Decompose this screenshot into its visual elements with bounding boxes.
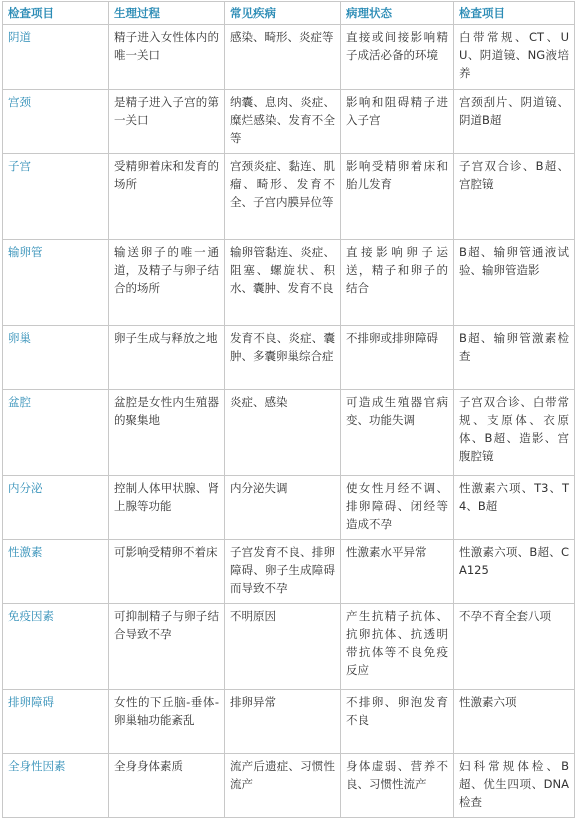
exam-cell: 子宫双合诊、白带常规、支原体、衣原体、B超、造影、宫腹腔镜 bbox=[454, 390, 575, 476]
pathology-cell: 直接影响卵子运送，精子和卵子的结合 bbox=[341, 240, 454, 326]
disease-cell: 炎症、感染 bbox=[225, 390, 341, 476]
physiology-cell: 可影响受精卵不着床 bbox=[109, 540, 225, 604]
disease-cell: 宫颈炎症、黏连、肌瘤、畸形、发育不全、子宫内膜异位等 bbox=[225, 154, 341, 240]
table-row bbox=[3, 154, 575, 240]
table-header-row bbox=[3, 2, 575, 25]
disease-cell: 输卵管黏连、炎症、阻塞、螺旋状、积水、囊肿、发育不良 bbox=[225, 240, 341, 326]
pathology-cell: 不排卵或排卵障碍 bbox=[341, 326, 454, 390]
physiology-cell: 女性的下丘脑-垂体-卵巢轴功能紊乱 bbox=[109, 690, 225, 754]
pathology-cell: 使女性月经不调、排卵障碍、闭经等造成不孕 bbox=[341, 476, 454, 540]
disease-cell: 感染、畸形、炎症等 bbox=[225, 25, 341, 90]
header-exams: 检查项目 bbox=[454, 2, 575, 25]
pathology-cell: 影响和阻碍精子进入子宫 bbox=[341, 90, 454, 154]
header-diseases: 常见疾病 bbox=[225, 2, 341, 25]
exam-cell: 子宫双合诊、B超、宫腔镜 bbox=[454, 154, 575, 240]
table-row bbox=[3, 604, 575, 690]
item-cell: 宫颈 bbox=[3, 90, 109, 154]
exam-cell: 宫颈刮片、阴道镜、阴道B超 bbox=[454, 90, 575, 154]
pathology-cell: 性激素水平异常 bbox=[341, 540, 454, 604]
disease-cell: 不明原因 bbox=[225, 604, 341, 690]
table-row bbox=[3, 90, 575, 154]
physiology-cell: 控制人体甲状腺、肾上腺等功能 bbox=[109, 476, 225, 540]
exam-cell: 妇科常规体检、B超、优生四项、DNA检查 bbox=[454, 754, 575, 818]
table-row bbox=[3, 690, 575, 754]
exam-cell: B超、输卵管激素检查 bbox=[454, 326, 575, 390]
table-row bbox=[3, 754, 575, 818]
physiology-cell: 受精卵着床和发育的场所 bbox=[109, 154, 225, 240]
disease-cell: 流产后遗症、习惯性流产 bbox=[225, 754, 341, 818]
exam-cell: 性激素六项、B超、CA125 bbox=[454, 540, 575, 604]
pathology-cell: 影响受精卵着床和胎儿发育 bbox=[341, 154, 454, 240]
physiology-cell: 可抑制精子与卵子结合导致不孕 bbox=[109, 604, 225, 690]
item-cell: 排卵障碍 bbox=[3, 690, 109, 754]
item-cell: 输卵管 bbox=[3, 240, 109, 326]
physiology-cell: 全身身体素质 bbox=[109, 754, 225, 818]
pathology-cell: 产生抗精子抗体、抗卵抗体、抗透明带抗体等不良免疫反应 bbox=[341, 604, 454, 690]
header-item: 检查项目 bbox=[3, 2, 109, 25]
pathology-cell: 直接或间接影响精子成活必备的环境 bbox=[341, 25, 454, 90]
exam-cell: B超、输卵管通液试验、输卵管造影 bbox=[454, 240, 575, 326]
pathology-cell: 不排卵、卵泡发育不良 bbox=[341, 690, 454, 754]
disease-cell: 子宫发育不良、排卵障碍、卵子生成障碍而导致不孕 bbox=[225, 540, 341, 604]
item-cell: 性激素 bbox=[3, 540, 109, 604]
disease-cell: 排卵异常 bbox=[225, 690, 341, 754]
physiology-cell: 输送卵子的唯一通道，及精子与卵子结合的场所 bbox=[109, 240, 225, 326]
header-physiology: 生理过程 bbox=[109, 2, 225, 25]
item-cell: 阴道 bbox=[3, 25, 109, 90]
table-row bbox=[3, 240, 575, 326]
pathology-cell: 可造成生殖器官病变、功能失调 bbox=[341, 390, 454, 476]
exam-cell: 白带常规、CT、UU、阴道镜、NG液培养 bbox=[454, 25, 575, 90]
item-cell: 免疫因素 bbox=[3, 604, 109, 690]
item-cell: 子宫 bbox=[3, 154, 109, 240]
item-cell: 内分泌 bbox=[3, 476, 109, 540]
pathology-cell: 身体虚弱、营养不良、习惯性流产 bbox=[341, 754, 454, 818]
item-cell: 全身性因素 bbox=[3, 754, 109, 818]
exam-table bbox=[2, 1, 575, 818]
disease-cell: 内分泌失调 bbox=[225, 476, 341, 540]
disease-cell: 纳囊、息肉、炎症、糜烂感染、发育不全等 bbox=[225, 90, 341, 154]
exam-table-container bbox=[2, 1, 574, 818]
exam-cell: 性激素六项、T3、T4、B超 bbox=[454, 476, 575, 540]
item-cell: 盆腔 bbox=[3, 390, 109, 476]
physiology-cell: 是精子进入子宫的第一关口 bbox=[109, 90, 225, 154]
item-cell: 卵巢 bbox=[3, 326, 109, 390]
exam-cell: 不孕不育全套八项 bbox=[454, 604, 575, 690]
physiology-cell: 卵子生成与释放之地 bbox=[109, 326, 225, 390]
table-row bbox=[3, 540, 575, 604]
disease-cell: 发育不良、炎症、囊肿、多囊卵巢综合症 bbox=[225, 326, 341, 390]
physiology-cell: 盆腔是女性内生殖器的聚集地 bbox=[109, 390, 225, 476]
table-row bbox=[3, 390, 575, 476]
table-row bbox=[3, 476, 575, 540]
table-row bbox=[3, 25, 575, 90]
physiology-cell: 精子进入女性体内的唯一关口 bbox=[109, 25, 225, 90]
table-row bbox=[3, 326, 575, 390]
exam-cell: 性激素六项 bbox=[454, 690, 575, 754]
header-pathology: 病理状态 bbox=[341, 2, 454, 25]
